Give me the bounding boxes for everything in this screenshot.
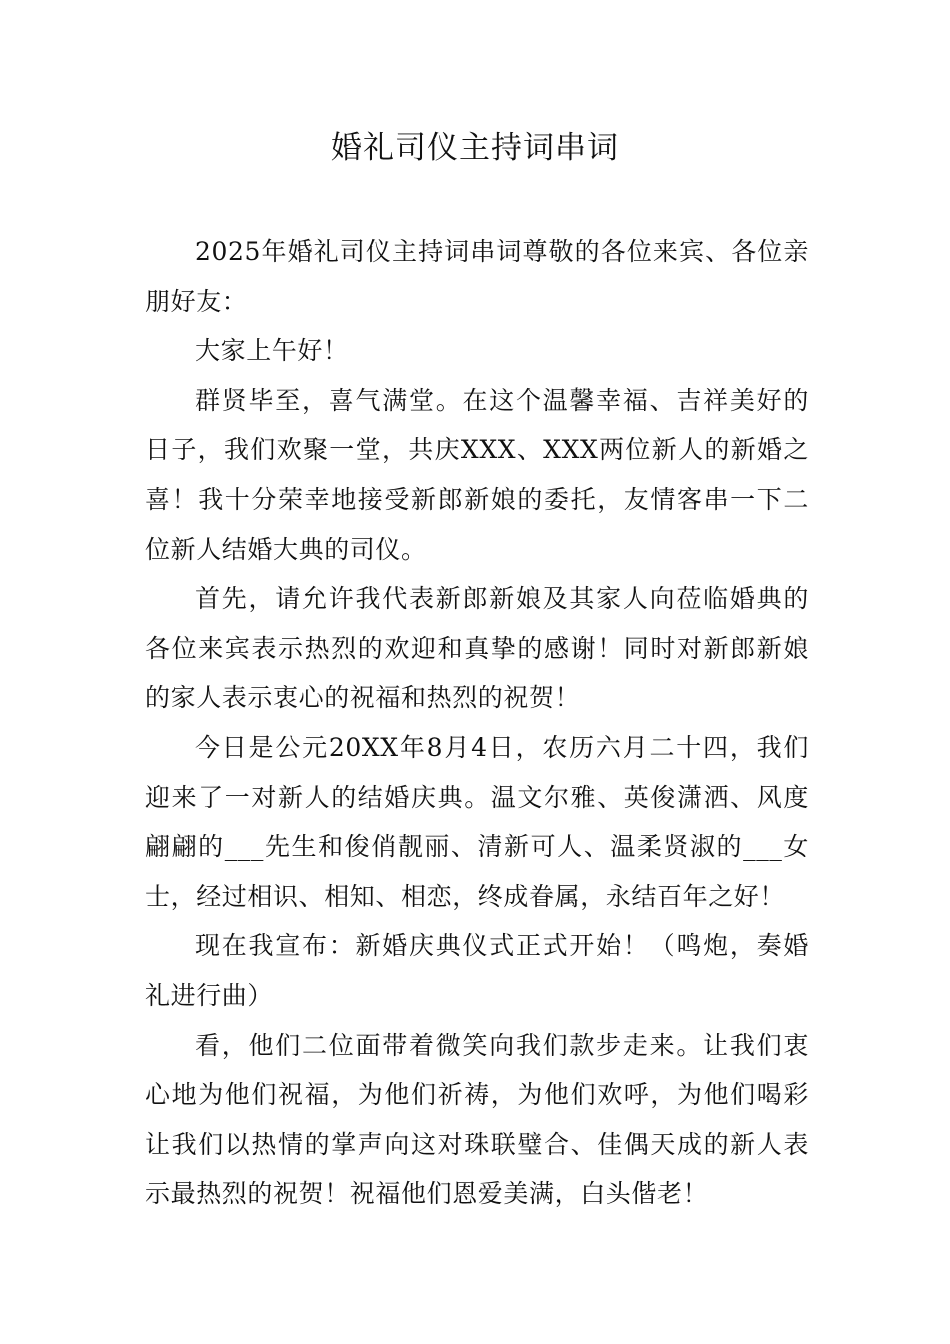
paragraph-good-morning: 大家上午好！ <box>195 336 349 366</box>
paragraph-greeting-address: 2025年婚礼司仪主持词串词尊敬的各位来宾、各位亲朋好友： <box>145 237 809 316</box>
paragraph-ceremony-start: 现在我宣布：新婚庆典仪式正式开始！（鸣炮，奏婚礼进行曲） <box>145 931 809 1010</box>
document-title: 婚礼司仪主持词串词 <box>331 130 619 166</box>
paragraph-date-couple: 今日是公元20XX年8月4日，农历六月二十四，我们迎来了一对新人的结婚庆典。温文尔雅、英俊潇洒、风度翩翩的___先生和俊俏靓丽、清新可人、温柔贤淑的___女士，经过相识、相知、相恋，终成眷属，永结百年之好！ <box>145 732 809 911</box>
document-body <box>145 227 809 1219</box>
paragraph-blessing: 看，他们二位面带着微笑向我们款步走来。让我们衷心地为他们祝福，为他们祈祷，为他们欢呼，为他们喝彩让我们以热情的掌声向这对珠联璧合、佳偶天成的新人表示最热烈的祝贺！祝福他们恩爱美满，白头偕老！ <box>145 1030 809 1209</box>
paragraph-welcome: 首先，请允许我代表新郎新娘及其家人向莅临婚典的各位来宾表示热烈的欢迎和真挚的感谢！同时对新郎新娘的家人表示衷心的祝福和热烈的祝贺！ <box>145 584 809 713</box>
paragraph-opening: 群贤毕至，喜气满堂。在这个温馨幸福、吉祥美好的日子，我们欢聚一堂，共庆XXX、XXX两位新人的新婚之喜！我十分荣幸地接受新郎新娘的委托，友情客串一下二位新人结婚大典的司仪。 <box>145 385 809 564</box>
